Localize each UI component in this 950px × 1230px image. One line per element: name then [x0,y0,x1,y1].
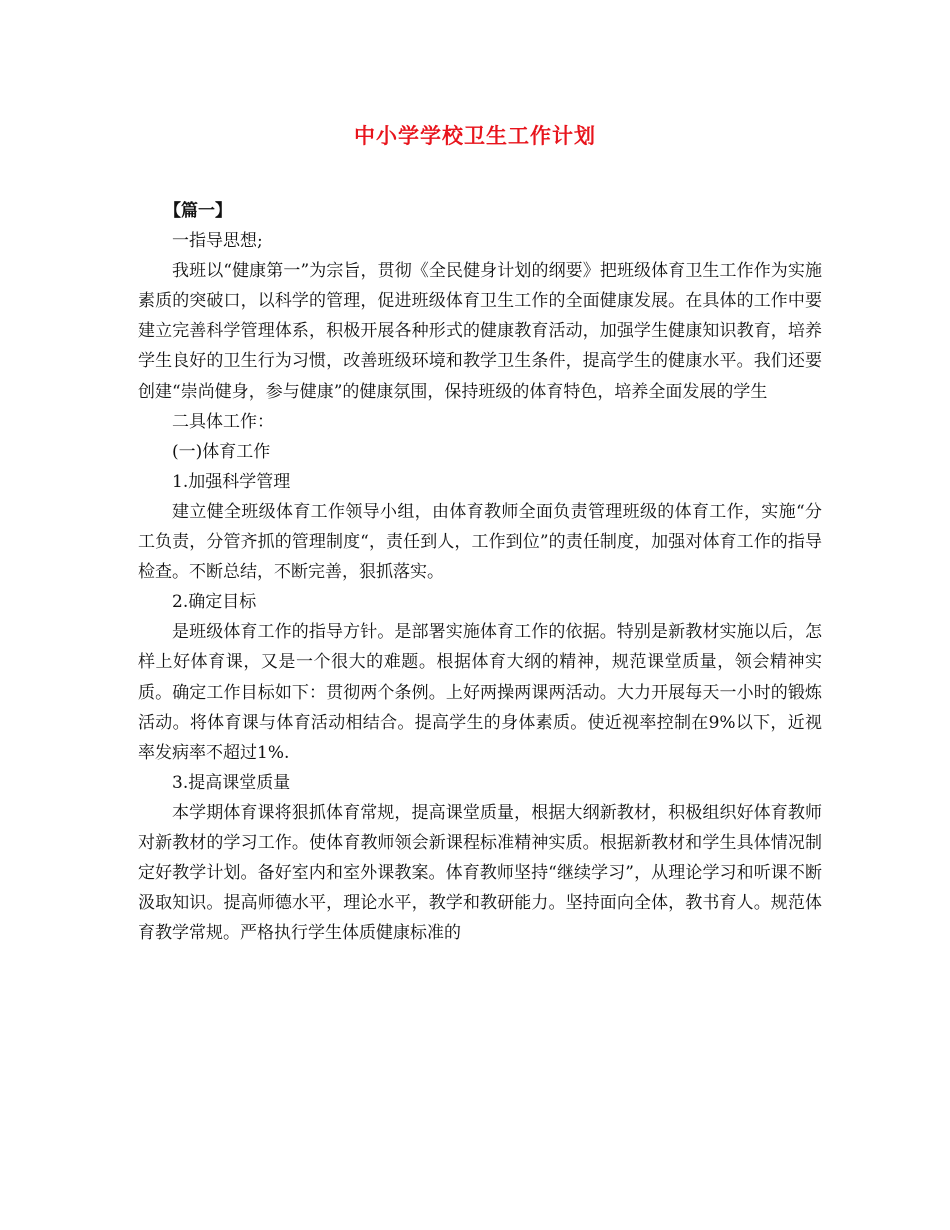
document-body [138,196,822,948]
paragraph-classroom-quality: 本学期体育课将狠抓体育常规，提高课堂质量，根据大纲新教材，积极组织好体育教师对新教材的学习工作。使体育教师领会新课程标准精神实质。根据新教材和学生具体情况制定好教学计划。备好室内和室外课教案。体育教师坚持“继续学习”，从理论学习和听课不断汲取知识。提高师德水平，理论水平，教学和教研能力。坚持面向全体，教书育人。规范体育教学常规。严格执行学生体质健康标准的 [138,802,822,944]
document-title: 中小学学校卫生工作计划 [354,123,596,148]
paragraph-guiding-ideology-heading: 一指导思想; [172,231,263,252]
paragraph-management-heading: 1.加强科学管理 [172,471,291,492]
section-label: 【篇一】 [164,201,232,221]
paragraph-guiding-ideology: 我班以“健康第一”为宗旨，贯彻《全民健身计划的纲要》把班级体育卫生工作作为实施素质的突破口，以科学的管理，促进班级体育卫生工作的全面健康发展。在具体的工作中要建立完善科学管理体系，积极开展各种形式的健康教育活动，加强学生健康知识教育，培养学生良好的卫生行为习惯，改善班级环境和教学卫生条件，提高学生的健康水平。我们还要创建“崇尚健身，参与健康”的健康氛围，保持班级的体育特色，培养全面发展的学生 [138,261,822,402]
paragraph-goals: 是班级体育工作的指导方针。是部署实施体育工作的依据。特别是新教材实施以后，怎样上好体育课，又是一个很大的难题。根据体育大纲的精神，规范课堂质量，领会精神实质。确定工作目标如下：贯彻两个条例。上好两操两课两活动。大力开展每天一小时的锻炼活动。将体育课与体育活动相结合。提高学生的身体素质。使近视率控制在9%以下，近视率发病率不超过1%. [138,622,822,763]
paragraph-goals-heading: 2.确定目标 [172,592,257,613]
paragraph-pe-work-heading: (一)体育工作 [172,441,271,462]
paragraph-specific-work-heading: 二具体工作： [172,411,274,432]
paragraph-classroom-quality-heading: 3.提高课堂质量 [172,772,291,793]
paragraph-management: 建立健全班级体育工作领导小组，由体育教师全面负责管理班级的体育工作，实施“分工负责，分管齐抓的管理制度“，责任到人，工作到位”的责任制度，加强对体育工作的指导检查。不断总结，不断完善，狠抓落实。 [138,501,822,583]
